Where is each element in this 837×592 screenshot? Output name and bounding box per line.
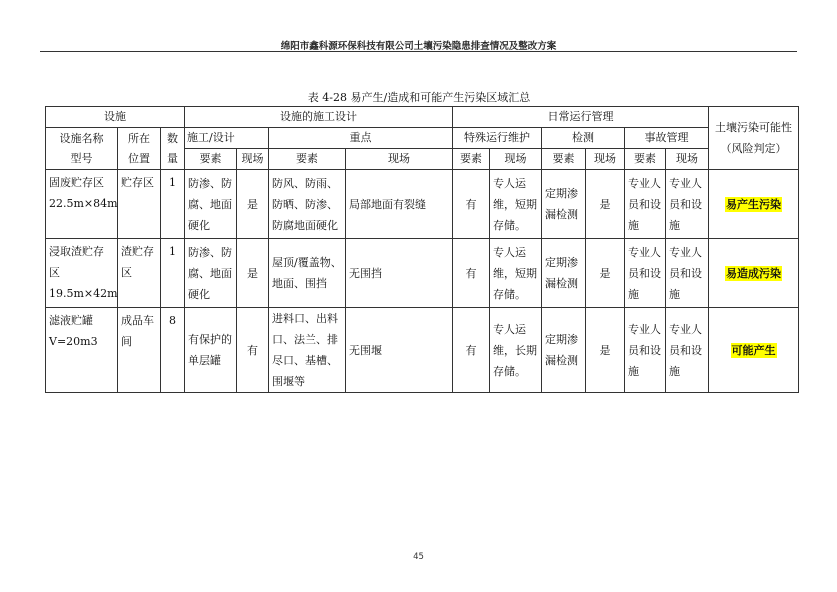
header-risk: 土壤污染可能性（风险判定） (709, 107, 799, 170)
cell-design-req: 有保护的单层罐 (185, 308, 237, 393)
header-daily-mgmt: 日常运行管理 (453, 107, 709, 128)
cell-maint-site: 专人运维，长期存储。 (490, 308, 542, 393)
cell-key-site: 局部地面有裂缝 (346, 170, 453, 239)
cell-risk (709, 170, 799, 239)
cell-quantity: 8 (161, 308, 185, 393)
header-quantity: 数量 (161, 128, 185, 170)
cell-design-site: 是 (237, 239, 269, 308)
cell-acc-site: 专业人员和设施 (666, 239, 709, 308)
header-req: 要素 (453, 149, 490, 170)
cell-detect-req: 定期渗漏检测 (542, 308, 586, 393)
header-construction: 设施的施工设计 (185, 107, 453, 128)
header-detection: 检测 (542, 128, 625, 149)
cell-maint-req: 有 (453, 239, 490, 308)
cell-maint-req: 有 (453, 170, 490, 239)
cell-risk (709, 308, 799, 393)
page-number: 45 (413, 552, 424, 562)
header-key-points: 重点 (269, 128, 453, 149)
cell-detect-site: 是 (586, 239, 625, 308)
cell-detect-site: 是 (586, 308, 625, 393)
table-caption: 表 4-28 易产生/造成和可能产生污染区域汇总 (307, 91, 531, 104)
cell-key-req: 进料口、出料口、法兰、排尽口、基槽、围堰等 (269, 308, 346, 393)
risk-highlight: 易造成污染 (726, 266, 782, 280)
header-name-model: 设施名称型号 (46, 128, 118, 170)
header-site: 现场 (666, 149, 709, 170)
header-facility: 设施 (46, 107, 185, 128)
header-site: 现场 (237, 149, 269, 170)
cell-design-req: 防渗、防腐、地面硬化 (185, 170, 237, 239)
cell-maint-site: 专人运维，短期存储。 (490, 170, 542, 239)
cell-name: 滤液贮罐 V=20m3 (46, 308, 118, 393)
cell-detect-req: 定期渗漏检测 (542, 239, 586, 308)
header-site: 现场 (346, 149, 453, 170)
header-req: 要素 (269, 149, 346, 170)
header-location: 所在位置 (118, 128, 161, 170)
cell-name: 浸取渣贮存区 19.5m×42m (46, 239, 118, 308)
cell-key-req: 防风、防雨、防晒、防渗、防腐地面硬化 (269, 170, 346, 239)
header-row-2 (46, 128, 799, 149)
cell-maint-site: 专人运维，短期存储。 (490, 239, 542, 308)
cell-location: 渣贮存区 (118, 239, 161, 308)
cell-location: 成品车间 (118, 308, 161, 393)
header-design: 施工/设计 (185, 128, 269, 149)
cell-acc-req: 专业人员和设施 (625, 308, 666, 393)
cell-acc-site: 专业人员和设施 (666, 170, 709, 239)
cell-location: 贮存区 (118, 170, 161, 239)
header-row-1 (46, 107, 799, 128)
cell-key-site: 无围挡 (346, 239, 453, 308)
page-header: 绵阳市鑫科源环保科技有限公司土壤污染隐患排查情况及整改方案 (280, 41, 557, 52)
cell-maint-req: 有 (453, 308, 490, 393)
cell-detect-req: 定期渗漏检测 (542, 170, 586, 239)
cell-quantity: 1 (161, 170, 185, 239)
header-req: 要素 (542, 149, 586, 170)
cell-risk (709, 239, 799, 308)
header-site: 现场 (490, 149, 542, 170)
cell-detect-site: 是 (586, 170, 625, 239)
table-row (46, 239, 799, 308)
cell-key-req: 屋顶/覆盖物、地面、围挡 (269, 239, 346, 308)
cell-design-site: 有 (237, 308, 269, 393)
header-special-maint: 特殊运行维护 (453, 128, 542, 149)
cell-design-req: 防渗、防腐、地面硬化 (185, 239, 237, 308)
header-site: 现场 (586, 149, 625, 170)
risk-highlight: 可能产生 (731, 343, 776, 357)
cell-acc-req: 专业人员和设施 (625, 239, 666, 308)
header-req: 要素 (185, 149, 237, 170)
cell-acc-site: 专业人员和设施 (666, 308, 709, 393)
cell-design-site: 是 (237, 170, 269, 239)
cell-name: 固废贮存区 22.5m×84m (46, 170, 118, 239)
table-row (46, 170, 799, 239)
pollution-area-summary-table (45, 106, 799, 393)
table-row (46, 308, 799, 393)
risk-highlight: 易产生污染 (726, 197, 782, 211)
header-rule (40, 51, 797, 52)
cell-quantity: 1 (161, 239, 185, 308)
header-req: 要素 (625, 149, 666, 170)
header-accident-mgmt: 事故管理 (625, 128, 709, 149)
cell-key-site: 无围堰 (346, 308, 453, 393)
cell-acc-req: 专业人员和设施 (625, 170, 666, 239)
